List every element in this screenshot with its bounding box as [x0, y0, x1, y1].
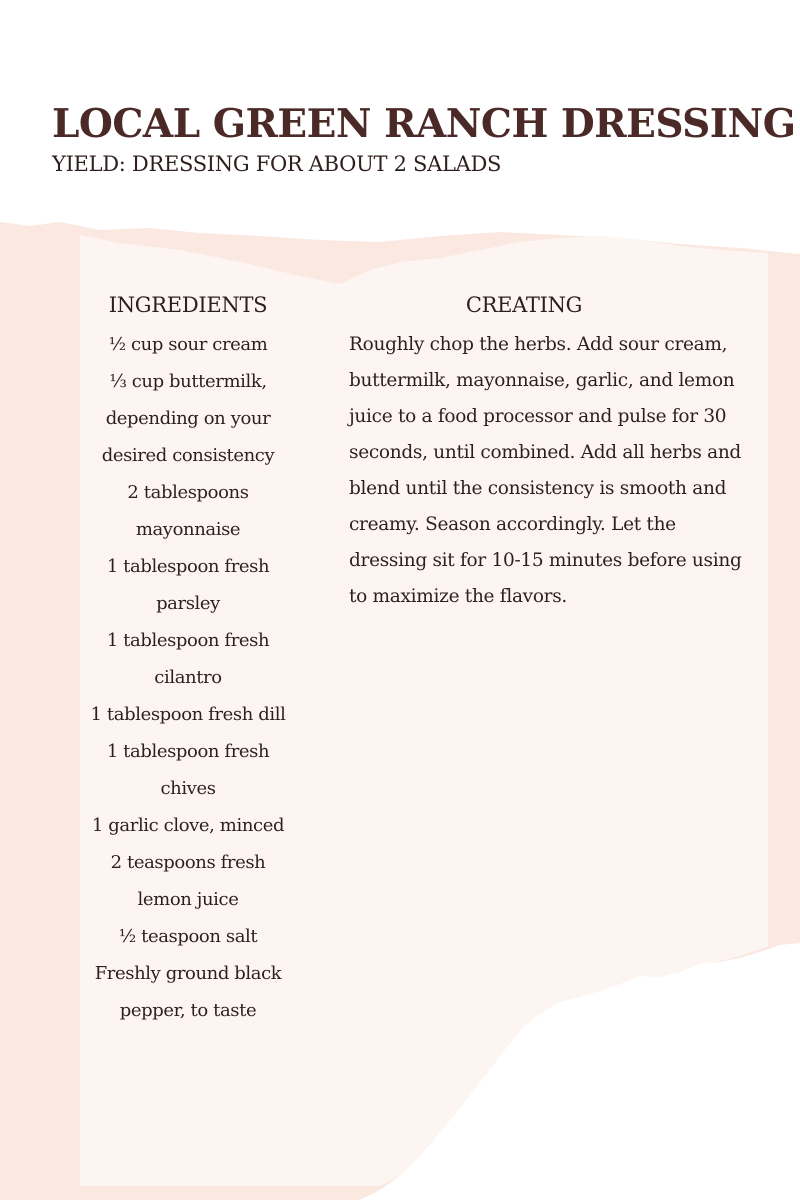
ingredients-list [88, 326, 288, 1029]
ingredient-item: 1 tablespoon fresh chives [106, 741, 270, 799]
ingredient-item: 1 tablespoon fresh parsley [106, 556, 270, 614]
ingredient-item: 1 garlic clove, minced [91, 815, 285, 836]
ingredient-item: 1 tablespoon fresh dill [90, 704, 286, 725]
ingredient-item: ½ teaspoon salt [118, 926, 258, 947]
ingredient-item: 2 teaspoons fresh lemon juice [110, 852, 266, 910]
ingredient-item: 2 tablespoons mayonnaise [127, 482, 249, 540]
ingredients-heading: INGREDIENTS [108, 293, 268, 317]
ingredient-item: 1 tablespoon fresh cilantro [106, 630, 270, 688]
creating-heading: CREATING [465, 293, 583, 317]
ingredient-item: Freshly ground black pepper, to taste [94, 963, 282, 1021]
ingredient-item: ½ cup sour cream [108, 334, 268, 355]
creating-instructions: Roughly chop the herbs. Add sour cream, buttermilk, mayonnaise, garlic, and lemon juice to a food processor and pulse for 30 seconds, until combined. Add all herbs and blend until the consistency is smooth and creamy. Season accordingly. Let the dressing sit for 10-15 minutes before using to maximize the flavors. [349, 334, 742, 607]
ingredient-item: ⅓ cup buttermilk, depending on your desired consistency [101, 371, 275, 466]
recipe-title: LOCAL GREEN RANCH DRESSING [52, 101, 796, 147]
recipe-yield: YIELD: DRESSING FOR ABOUT 2 SALADS [52, 152, 502, 176]
